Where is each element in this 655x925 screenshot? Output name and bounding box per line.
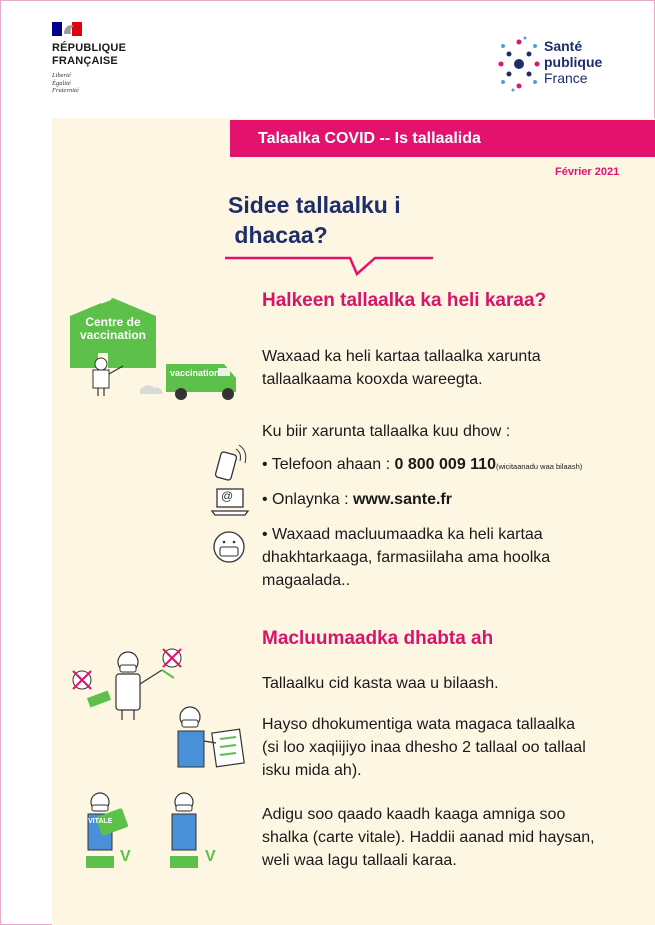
republique-francaise-label: RÉPUBLIQUE FRANÇAISE bbox=[52, 42, 127, 67]
section2-free-paragraph: Tallaalku cid kasta waa u bilaash. bbox=[262, 675, 499, 692]
sante-publique-france-wordmark: Santé publique France bbox=[544, 38, 603, 86]
info-line: • Waxaad macluumaadka ka heli kartaa dhakhtarkaaga, farmasiilaha ama hoolka magaalada.. bbox=[262, 526, 551, 589]
check-mark-2: V bbox=[205, 848, 216, 865]
online-line: • Onlaynka : www.sante.fr bbox=[262, 491, 452, 508]
section1-paragraph: Waxaad ka heli kartaa tallaalka xarunta tallaalkaama kooxda wareegta. bbox=[262, 348, 541, 388]
phone-number: 0 800 009 110 bbox=[394, 456, 496, 473]
section1-intro: Ku biir xarunta tallaalka kuu dhow : bbox=[262, 423, 511, 440]
sante-publique-dots-icon bbox=[497, 34, 543, 94]
online-url: www.sante.fr bbox=[352, 491, 452, 508]
van-label: vaccination bbox=[170, 368, 220, 378]
publication-date: Février 2021 bbox=[555, 166, 620, 178]
document-holder-illustration bbox=[170, 705, 250, 775]
speech-bubble-underline bbox=[225, 250, 445, 280]
marianne-logo-icon bbox=[52, 18, 84, 38]
centre-de-vaccination-sign: Centre de vaccination bbox=[79, 315, 147, 342]
section-heading-practical: Macluumaadka dhabta ah bbox=[262, 628, 494, 649]
masked-face-icon bbox=[212, 530, 246, 564]
republic-motto: Liberté Égalité Fraternité bbox=[52, 72, 79, 94]
phone-line: • Telefoon ahaan : 0 800 009 110(wicitaanadu waa bilaash) bbox=[262, 456, 583, 473]
carte-vitale-illustration bbox=[80, 790, 220, 875]
section2-document-paragraph: Hayso dhokumentiga wata magaca tallaalka (si loo xaqiijiyo inaa dhesho 2 tallaal oo tallaal isku mida ah). bbox=[262, 716, 586, 779]
at-symbol: @ bbox=[221, 489, 234, 503]
phone-note: (wicitaanadu waa bilaash) bbox=[495, 462, 583, 471]
section2-carte-vitale-paragraph: Adigu soo qaado kaadh kaaga amniga soo shalka (carte vitale). Haddii aanad mid haysan, weli waa lagu tallaali karaa. bbox=[262, 806, 595, 869]
topic-banner: Talaalka COVID -- Is tallaalida bbox=[230, 120, 655, 157]
carte-vitale-label: VITALE bbox=[88, 818, 113, 825]
page-title: Sidee tallaalku i dhacaa? bbox=[228, 192, 401, 248]
phone-icon bbox=[212, 443, 248, 483]
check-mark-1: V bbox=[120, 848, 131, 865]
section-heading-where: Halkeen tallaalka ka heli karaa? bbox=[262, 290, 547, 311]
